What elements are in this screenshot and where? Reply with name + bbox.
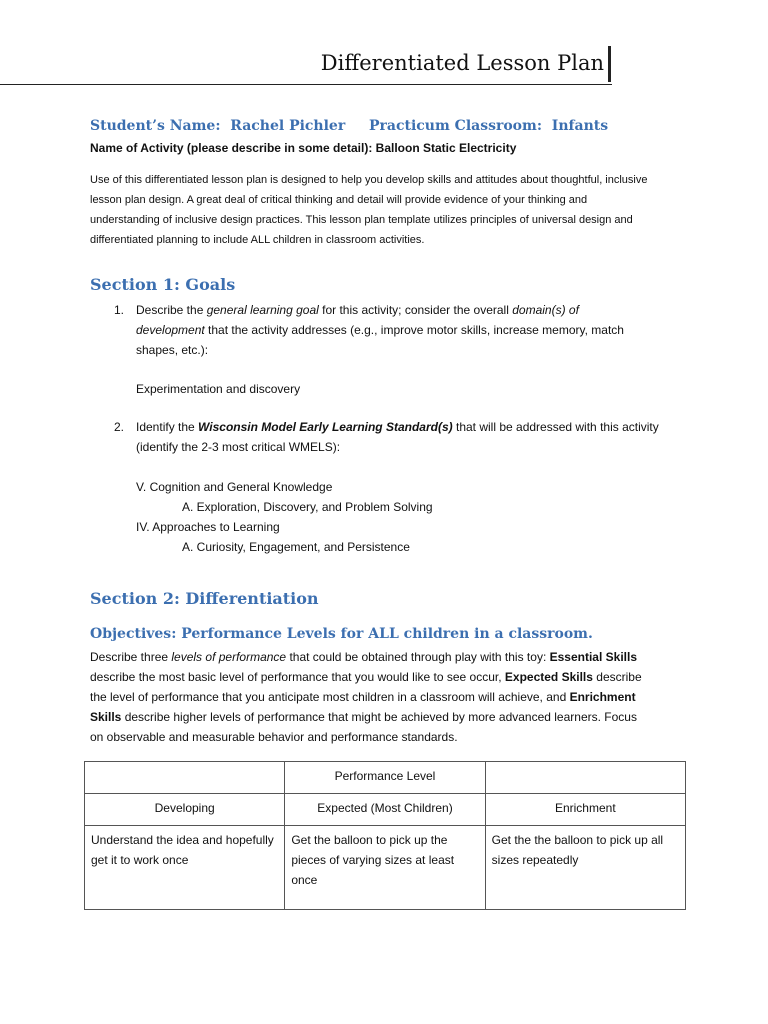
table-cell: Get the balloon to pick up the pieces of varying sizes at least once	[285, 826, 485, 910]
column-header: Developing	[85, 794, 285, 826]
standard-2: IV. Approaches to Learning	[136, 520, 280, 534]
section1-title: Section 1: Goals	[90, 275, 236, 294]
column-header: Expected (Most Children)	[285, 794, 485, 826]
table-empty-cell	[485, 762, 685, 794]
table-cell: Understand the idea and hopefully get it to work once	[85, 826, 285, 910]
intro-paragraph	[90, 170, 648, 250]
title-bar	[0, 44, 612, 85]
objectives-paragraph: Describe three levels of performance that could be obtained through play with this toy: Essential Skills describe the most basic level of performance that you would like to see occur, Expected Skills describe the level of performance that you anticipate most children in a classroom will achieve, and Enrichment Skills describe higher levels of performance that might be achieved by more advanced learners. Focus on observable and measurable behavior and performance standards.	[90, 650, 642, 744]
intro-line: differentiated planning to include ALL children in classroom activities.	[90, 234, 425, 246]
q1-answer: Experimentation and discovery	[136, 382, 301, 396]
student-name-label: Student’s Name:	[90, 118, 221, 134]
activity-line	[90, 138, 516, 158]
column-header: Enrichment	[485, 794, 685, 826]
classroom-line	[369, 118, 608, 134]
performance-table	[84, 761, 686, 910]
table-cell: Get the the balloon to pick up all sizes repeatedly	[485, 826, 685, 910]
q1-number: 1.	[114, 303, 125, 317]
table-empty-cell	[85, 762, 285, 794]
activity-label: Name of Activity (please describe in some detail):	[90, 141, 373, 155]
table-top-header: Performance Level	[285, 762, 485, 794]
activity-value: Balloon Static Electricity	[375, 141, 517, 155]
q2-text: Identify the Wisconsin Model Early Learning Standard(s) that will be addressed with this activity (identify the 2-3 most critical WMELS):	[136, 420, 659, 454]
intro-line: understanding of inclusive design practices. This lesson plan template utilizes principles of universal design and	[90, 214, 633, 226]
q1-text: Describe the general learning goal for this activity; consider the overall domain(s) of development that the activity addresses (e.g., improve motor skills, increase memory, match shapes, etc.):	[136, 303, 624, 357]
standard-1: V. Cognition and General Knowledge	[136, 480, 333, 494]
student-name-line	[90, 118, 345, 134]
intro-line: lesson plan design. A great deal of critical thinking and detail will provide evidence of your thinking and	[90, 194, 588, 206]
q2-number: 2.	[114, 420, 125, 434]
intro-line: Use of this differentiated lesson plan is designed to help you develop skills and attitudes about thoughtful, inclusive	[90, 174, 648, 186]
title-divider	[608, 46, 611, 82]
standard-2a: A. Curiosity, Engagement, and Persistence	[182, 540, 410, 554]
section2-title: Section 2: Differentiation	[90, 589, 319, 608]
classroom-value: Infants	[551, 118, 609, 134]
objectives-title: Objectives: Performance Levels for ALL children in a classroom.	[90, 626, 593, 642]
standard-1a: A. Exploration, Discovery, and Problem Solving	[182, 500, 433, 514]
classroom-label: Practicum Classroom:	[369, 118, 543, 134]
student-name: Rachel Pichler	[230, 118, 346, 134]
page-title: Differentiated Lesson Plan	[320, 51, 604, 75]
